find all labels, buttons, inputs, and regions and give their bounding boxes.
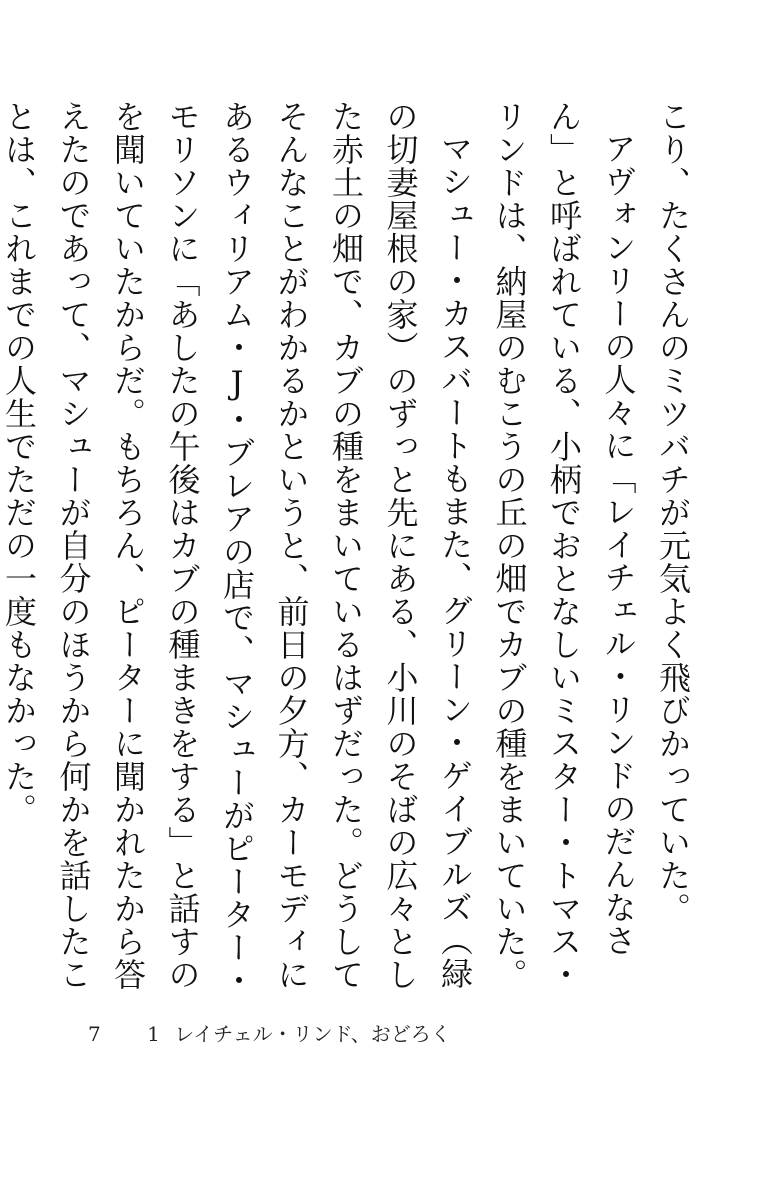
page-footer xyxy=(88,1018,451,1047)
paragraph: アヴォンリーの人々に「レイチェル・リンドのだんなさん」と呼ばれている、小柄でおとなしいミスター・トマス・リンドは、納屋のむこうの丘の畑でカブの種をまいていた。 xyxy=(490,100,638,991)
paragraph: マシュー・カスバートもまた、グリーン・ゲイブルズ（緑の切妻屋根の家）のずっと先にある、小川のそばの広々とした赤土の畑で、カブの種をまいているはずだった。どうしてそんなことがわかるかというと、前日の夕方、カーモディにあるウィリアム・J・ブレアの店で、マシューがピーター・モリソンに「あしたの午後はカブの種まきをする」と話すのを聞いていたからだ。もちろん、ピーターに聞かれたから答えたのであって、マシューが自分のほうから何かを話したことは、これまでの人生でただの一度もなかった。 xyxy=(0,100,474,997)
page-body-text xyxy=(0,100,700,1000)
page-number: 7 xyxy=(88,1022,101,1046)
chapter-title: レイチェル・リンド、おどろく xyxy=(174,1022,451,1046)
paragraph: こり、たくさんのミツバチが元気よく飛びかっていた。 xyxy=(654,100,692,925)
chapter-number: 1 xyxy=(147,1022,160,1046)
